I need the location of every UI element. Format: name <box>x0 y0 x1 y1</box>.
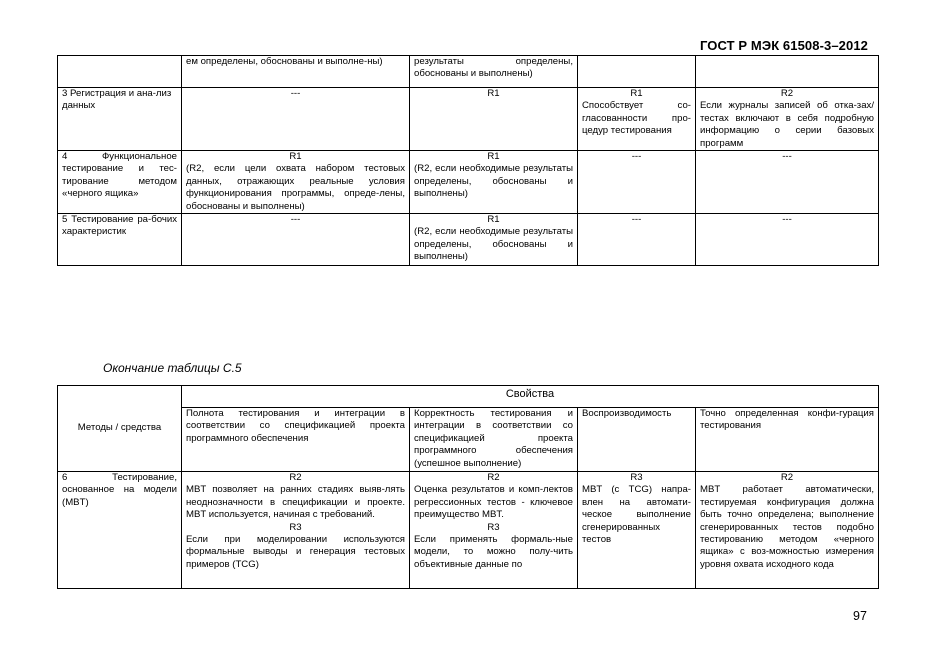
table-row <box>58 151 879 214</box>
table-row <box>58 472 879 589</box>
rating-label: R2 <box>780 472 794 483</box>
cell-text: (R2, если необходимые результаты определены, обоснованы и выполнены) <box>414 226 573 263</box>
table-continuation <box>57 55 879 266</box>
cell-text: Если при моделировании используются формальные выводы и генерация тестовых примеров (TCG) <box>186 534 405 570</box>
rating-label: R1 <box>487 214 500 226</box>
property-cell <box>578 56 696 88</box>
rating-label: R2 <box>289 472 302 483</box>
properties-header: Свойства <box>182 386 879 408</box>
rating-label: R3 <box>630 472 643 483</box>
property-cell <box>410 151 578 214</box>
cell-text: MBT (с TCG) напра-влен на автомати-ческое выполнение сгенерированных тестов <box>582 484 691 546</box>
property-cell: --- <box>578 151 696 214</box>
property-cell <box>182 472 410 589</box>
column-header: Полнота тестирования и интеграции в соответствии со спецификацией проекта программного обеспечения <box>182 408 410 472</box>
cell-text: (R2, если необходимые результаты определены, обоснованы и выполнены) <box>414 163 573 200</box>
property-cell: --- <box>182 88 410 151</box>
property-cell: --- <box>696 214 879 266</box>
method-cell <box>58 56 182 88</box>
methods-header: Методы / средства <box>58 386 182 472</box>
property-cell <box>182 151 410 214</box>
rating-label: R2 <box>780 88 794 99</box>
property-cell <box>410 472 578 589</box>
property-cell <box>410 214 578 266</box>
property-cell: --- <box>696 151 879 214</box>
property-cell <box>696 472 879 589</box>
property-cell <box>578 472 696 589</box>
property-cell <box>578 88 696 151</box>
rating-label: R1 <box>289 151 302 163</box>
column-header: Воспроизводимость <box>578 408 696 472</box>
rating-label: R3 <box>487 521 500 533</box>
method-cell: 4 Функциональное тестирование и тес-тирование методом «черного ящика» <box>58 151 182 214</box>
property-cell <box>696 88 879 151</box>
property-cell <box>696 56 879 88</box>
column-header: Точно определенная конфи-гурация тестирования <box>696 408 879 472</box>
cell-text: Способствует со-гласованности про-цедур тестирования <box>582 100 691 137</box>
cell-text: Если применять формаль-ные модели, то можно полу-чить объективные данные по <box>414 534 573 570</box>
column-header: Корректность тестирования и интеграции в соответствии со спецификацией проекта программного обеспечения (успешное выполнение) <box>410 408 578 472</box>
document-id: ГОСТ Р МЭК 61508-3–2012 <box>700 38 868 53</box>
table-row <box>58 214 879 266</box>
page-number: 97 <box>853 609 867 623</box>
property-cell: R1 <box>410 88 578 151</box>
table-end <box>57 385 879 589</box>
cell-text: (R2, если цели охвата набором тестовых данных, отражающих реальные условия функционирования программы, опреде-лены, обоснованы и выполнены) <box>186 163 405 212</box>
cell-text: Если журналы записей об отка-зах/тестах включают в себя подробную информацию о серии базовых программ <box>700 100 874 149</box>
method-cell: 6 Тестирование, основанное на модели (MBT) <box>58 472 182 589</box>
property-cell: результаты определены, обоснованы и выполнены) <box>410 56 578 88</box>
property-cell: --- <box>578 214 696 266</box>
rating-label: R1 <box>487 151 500 163</box>
property-cell: --- <box>182 214 410 266</box>
rating-label: R1 <box>630 88 643 99</box>
rating-label: R2 <box>487 472 500 483</box>
method-cell: 3 Регистрация и ана-лиз данных <box>58 88 182 151</box>
table-row <box>58 408 879 472</box>
cell-text: Оценка результатов и комп-лектов регрессионных тестов - ключевое преимущество MBT. <box>414 484 573 521</box>
property-cell: ем определены, обоснованы и выполне-ны) <box>182 56 410 88</box>
method-cell: 5 Тестирование ра-бочих характеристик <box>58 214 182 266</box>
table-row <box>58 88 879 151</box>
cell-text: MBT позволяет на ранних стадиях выяв-лять неоднозначности в спецификации и проекте. MBT используется, начиная с требований. <box>186 484 405 521</box>
table-row <box>58 56 879 88</box>
rating-label: R3 <box>289 521 302 533</box>
table-row <box>58 386 879 408</box>
cell-text: MBT работает автоматически, тестируемая конфигурация должна быть точно определена; выполнение сгенерированных тестов подобно тестированию методом «черного ящика» с воз-можностью измерения уровня охвата исходного кода <box>700 484 874 570</box>
table-caption: Окончание таблицы С.5 <box>103 361 242 375</box>
